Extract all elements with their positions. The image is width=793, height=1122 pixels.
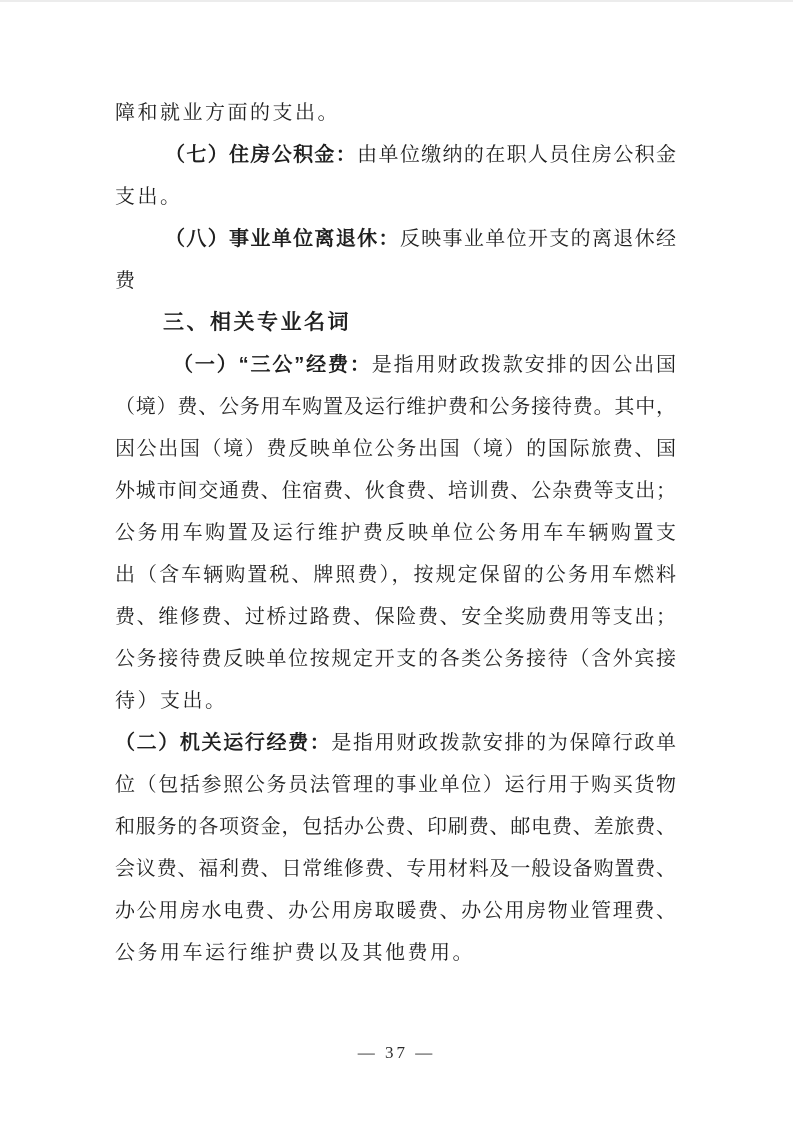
text-line — [115, 932, 676, 974]
text-line — [115, 134, 676, 176]
text-body — [115, 92, 676, 974]
text-line — [115, 638, 676, 680]
body-text: 公务用车运行维护费以及其他费用。 — [115, 942, 475, 964]
body-text: （境）费、公务用车购置及运行维护费和公务接待费。其中， — [115, 396, 676, 418]
body-text: 由单位缴纳的在职人员住房公积金 — [357, 144, 677, 166]
body-text: 位（包括参照公务员法管理的事业单位）运行用于购买货物 — [115, 774, 676, 796]
text-line — [115, 890, 676, 932]
text-line — [115, 512, 676, 554]
body-text: 办公用房水电费、办公用房取暖费、办公用房物业管理费、 — [115, 900, 676, 922]
text-line — [115, 386, 676, 428]
text-line — [115, 302, 676, 344]
page-number: — 37 — — [357, 1043, 436, 1062]
text-line — [115, 722, 676, 764]
emphasis-text: （八）事业单位离退休： — [165, 228, 400, 250]
body-text: 因公出国（境）费反映单位公务出国（境）的国际旅费、国 — [115, 438, 676, 460]
body-text: 费、维修费、过桥过路费、保险费、安全奖励费用等支出； — [115, 606, 676, 628]
body-text: 是指用财政拨款安排的因公出国 — [371, 354, 677, 376]
emphasis-text: （七）住房公积金： — [165, 144, 358, 166]
text-line — [115, 680, 676, 722]
text-line — [115, 848, 676, 890]
page-footer — [0, 1040, 793, 1066]
body-text: 待）支出。 — [115, 690, 228, 712]
body-text: 公务用车购置及运行维护费反映单位公务用车车辆购置支 — [115, 522, 676, 544]
body-text: 会议费、福利费、日常维修费、专用材料及一般设备购置费、 — [115, 858, 676, 880]
body-text: 公务接待费反映单位按规定开支的各类公务接待（含外宾接 — [115, 648, 676, 670]
text-line — [115, 470, 676, 512]
text-line — [115, 764, 676, 806]
text-line — [115, 596, 676, 638]
body-text: 障和就业方面的支出。 — [115, 102, 340, 124]
text-line — [115, 554, 676, 596]
text-line — [115, 218, 676, 260]
body-text: 费 — [115, 270, 138, 292]
text-line — [115, 806, 676, 848]
text-line — [115, 260, 676, 302]
text-line — [115, 176, 676, 218]
body-text: 支出。 — [115, 186, 183, 208]
emphasis-text: （一）“三公”经费： — [173, 354, 372, 376]
emphasis-text: （二）机关运行经费： — [115, 732, 332, 754]
emphasis-text: 三、相关专业名词 — [163, 311, 351, 334]
text-line — [115, 92, 676, 134]
body-text: 是指用财政拨款安排的为保障行政单 — [331, 732, 677, 754]
text-line — [115, 344, 676, 386]
text-line — [115, 428, 676, 470]
body-text: 出（含车辆购置税、牌照费），按规定保留的公务用车燃料 — [115, 564, 676, 586]
body-text: 和服务的各项资金，包括办公费、印刷费、邮电费、差旅费、 — [115, 816, 676, 838]
body-text: 外城市间交通费、住宿费、伙食费、培训费、公杂费等支出； — [115, 480, 676, 502]
body-text: 反映事业单位开支的离退休经 — [399, 228, 677, 250]
